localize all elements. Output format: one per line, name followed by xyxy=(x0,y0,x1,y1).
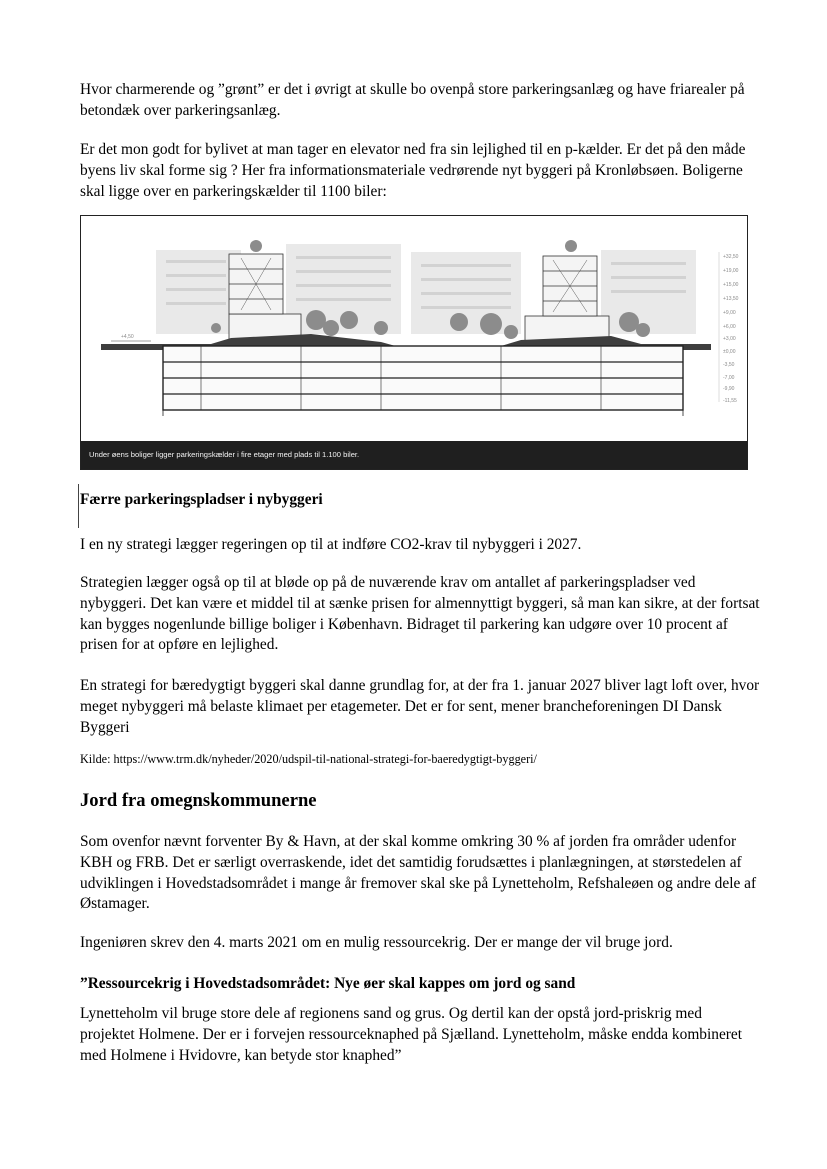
parking-basement xyxy=(163,346,683,416)
heading-jord-fra-omegnskommunerne: Jord fra omegnskommunerne xyxy=(80,790,317,811)
parking-requirements-paragraph: Strategien lægger også op til at bløde op på de nuværende krav om antallet af parkeringspladser ved nybyggeri. Det kan være et middel til at sænke prisen for almennyttigt byggeri, så man kan sikre, at der fortsat kan bygges nogenlunde billige boliger i København. Bidraget til parkering kan udgøre over 10 procent af prisen for at opføre en lejlighed. xyxy=(80,574,760,654)
heading-marker-line xyxy=(78,484,79,528)
scale-label: +32,50 xyxy=(723,254,739,260)
co2-paragraph: I en ny strategi lægger regeringen op til at indføre CO2-krav til nybyggeri i 2027. xyxy=(80,536,582,553)
figure-caption: Under øens boliger ligger parkeringskælder i fire etager med plads til 1.100 biler. xyxy=(89,450,360,459)
scale-label: +3,00 xyxy=(723,336,736,342)
scale-label: +19,00 xyxy=(723,268,739,274)
jord-paragraph: Som ovenfor nævnt forventer By & Havn, at der skal komme omkring 30 % af jorden fra områder udenfor KBH og FRB. Det er særligt overraskende, idet det samtidig forudsættes i planlægningen, at størstedelen af udviklingen i Hovedstadsområdet i mange år fremover skal ske på Lynetteholm, Refshaleøen og andre dele af Østamager. xyxy=(80,833,757,913)
section-drawing-figure xyxy=(80,215,748,470)
scale-label: -7,00 xyxy=(723,375,735,381)
left-level-label: +4,50 xyxy=(121,334,134,340)
kronloebsoeen-paragraph: Er det mon godt for bylivet at man tager en elevator ned fra sin lejlighed til en p-kælder. Er det på den måde byens liv skal forme sig ? Her fra informationsmateriale vedrørende nyt byggeri på Kronløbsøen. Boligerne skal ligge over en parkeringskælder til 1100 biler: xyxy=(80,141,746,200)
intro-paragraph: Hvor charmerende og ”grønt” er det i øvrigt at skulle bo ovenpå store parkeringsanlæg og have friarealer på betondæk over parkeringsanlæg. xyxy=(80,81,745,119)
scale-label: -3,50 xyxy=(723,362,735,368)
sustainability-strategy-paragraph: En strategi for bæredygtigt byggeri skal danne grundlag for, at der fra 1. januar 2027 bliver lagt loft over, hvor meget nybyggeri må belaste klimaet per etagemeter. Det er for sent, mener brancheforeningen DI Dansk Byggeri xyxy=(80,677,760,736)
ingenioeren-paragraph: Ingeniøren skrev den 4. marts 2021 om en mulig ressourcekrig. Der er mange der vil bruge jord. xyxy=(80,934,673,951)
scale-label: +13,50 xyxy=(723,296,739,302)
heading-faerre-parkeringspladser: Færre parkeringspladser i nybyggeri xyxy=(80,491,323,508)
scale-label: -9,90 xyxy=(723,386,735,392)
building-section-illustration xyxy=(81,216,747,442)
right-building xyxy=(525,256,609,342)
scale-label: +9,00 xyxy=(723,310,736,316)
scale-label: +15,00 xyxy=(723,282,739,288)
heading-ressourcekrig: ”Ressourcekrig i Hovedstadsområdet: Nye øer skal kappes om jord og sand xyxy=(80,975,576,992)
scale-label: -11,55 xyxy=(723,398,737,404)
figure-caption-bar xyxy=(81,441,747,469)
scale-label: +6,00 xyxy=(723,324,736,330)
source-citation: Kilde: https://www.trm.dk/nyheder/2020/udspil-til-national-strategi-for-baeredygtigt-byggeri/ xyxy=(80,752,537,766)
scale-label: ±0,00 xyxy=(723,349,736,355)
lynetteholm-paragraph: Lynetteholm vil bruge store dele af regionens sand og grus. Og dertil kan der opstå jord-priskrig med projektet Holmene. Der er i forvejen ressourceknaphed på Sjælland. Lynetteholm, måske endda kombineret med Holmene i Hvidovre, kan betyde stor knaphed” xyxy=(80,1005,743,1064)
height-scale xyxy=(723,254,739,404)
